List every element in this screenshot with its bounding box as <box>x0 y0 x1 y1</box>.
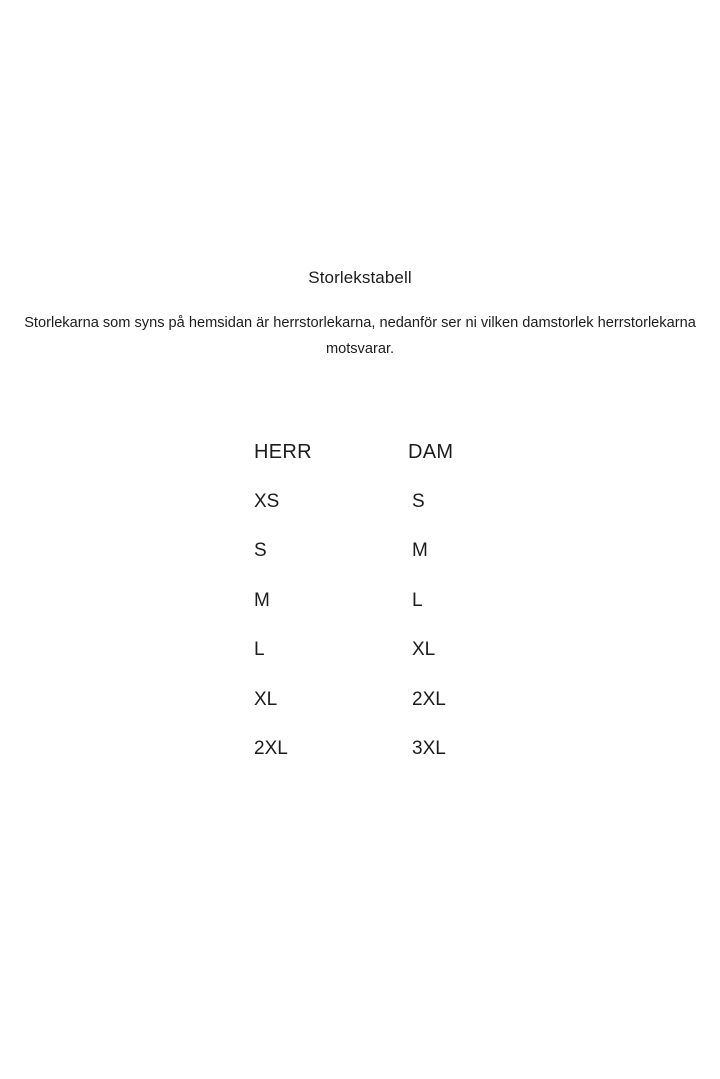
table-header-row <box>232 440 512 490</box>
cell-herr: M <box>254 589 270 611</box>
cell-dam: XL <box>412 639 436 660</box>
cell-dam: S <box>412 490 425 512</box>
intro-paragraph: Storlekarna som syns på hemsidan är herrstorlekarna, nedanför ser ni vilken damstorlek herrstorlekarna motsvarar. <box>24 315 696 357</box>
cell-herr: S <box>254 540 267 561</box>
table-row <box>232 490 512 540</box>
cell-herr: XS <box>254 490 280 512</box>
cell-dam: 3XL <box>412 738 446 759</box>
cell-dam: M <box>412 540 428 561</box>
table-row <box>232 737 512 787</box>
cell-dam: L <box>412 589 423 611</box>
column-header-herr: HERR <box>254 441 312 463</box>
cell-herr: XL <box>254 688 278 710</box>
page-title: Storlekstabell <box>308 268 412 287</box>
column-header-dam: DAM <box>408 441 454 463</box>
cell-herr: L <box>254 639 265 660</box>
table-row <box>232 539 512 589</box>
cell-herr: 2XL <box>254 738 288 759</box>
table-row <box>232 688 512 738</box>
table-row <box>232 589 512 639</box>
cell-dam: 2XL <box>412 688 446 710</box>
table-row <box>232 638 512 688</box>
size-conversion-table <box>232 440 512 787</box>
